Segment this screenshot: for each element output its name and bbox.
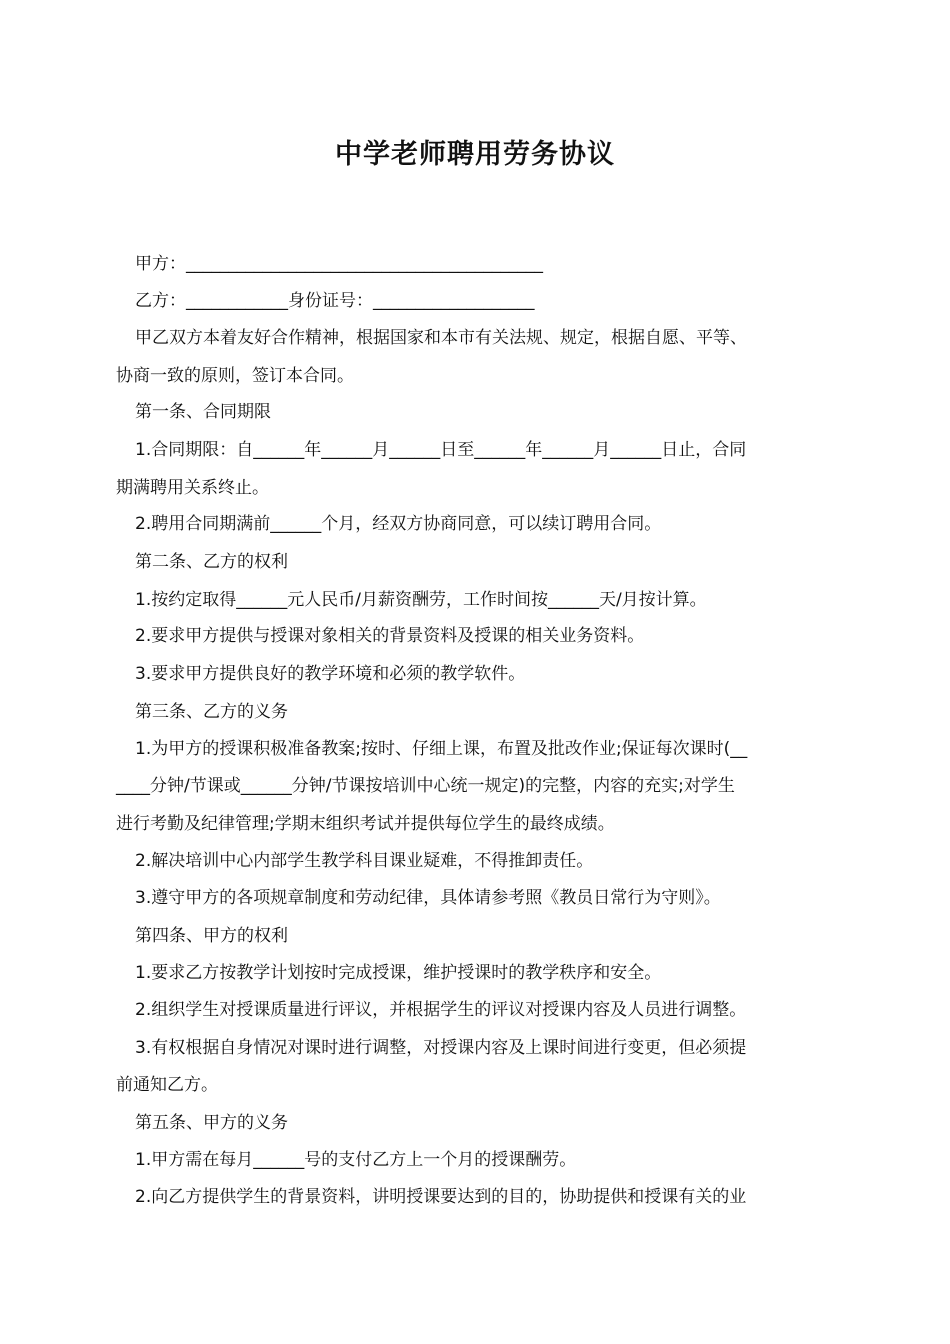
article-3-item-1-line-3: 进行考勤及纪律管理;学期末组织考试并提供每位学生的最终成绩。 bbox=[116, 814, 615, 834]
article-4-item-3-line-2: 前通知乙方。 bbox=[116, 1075, 218, 1095]
article-3-heading: 第三条、乙方的义务 bbox=[135, 702, 288, 722]
article-3-item-1-line-1: 1.为甲方的授课积极准备教案;按时、仔细上课，布置及批改作业;保证每次课时(__ bbox=[135, 739, 748, 759]
article-3-item-2: 2.解决培训中心内部学生教学科目课业疑难，不得推卸责任。 bbox=[135, 851, 594, 871]
article-5-item-2-line-1: 2.向乙方提供学生的背景资料，讲明授课要达到的目的，协助提供和授课有关的业 bbox=[135, 1187, 747, 1207]
article-5-item-1: 1.甲方需在每月______号的支付乙方上一个月的授课酬劳。 bbox=[135, 1150, 577, 1170]
party-b-line: 乙方：____________身份证号：___________________ bbox=[135, 291, 535, 311]
article-4-item-3-line-1: 3.有权根据自身情况对课时进行调整，对授课内容及上课时间进行变更，但必须提 bbox=[135, 1038, 747, 1058]
party-a-line: 甲方：__________________________________________ bbox=[135, 254, 543, 274]
article-5-heading: 第五条、甲方的义务 bbox=[135, 1113, 288, 1133]
article-1-heading: 第一条、合同期限 bbox=[135, 402, 271, 422]
article-3-item-1-line-2: ____分钟/节课或______分钟/节课按培训中心统一规定)的完整，内容的充实;对学生 bbox=[116, 776, 735, 796]
article-1-item-1-line-2: 期满聘用关系终止。 bbox=[116, 478, 269, 498]
article-4-item-2: 2.组织学生对授课质量进行评议，并根据学生的评议对授课内容及人员进行调整。 bbox=[135, 1000, 747, 1020]
article-1-item-2: 2.聘用合同期满前______个月，经双方协商同意，可以续订聘用合同。 bbox=[135, 514, 662, 534]
article-2-item-1: 1.按约定取得______元人民币/月薪资酬劳，工作时间按______天/月按计算。 bbox=[135, 590, 707, 610]
article-2-item-2: 2.要求甲方提供与授课对象相关的背景资料及授课的相关业务资料。 bbox=[135, 626, 645, 646]
article-1-item-1-line-1: 1.合同期限：自______年______月______日至______年______月______日止，合同 bbox=[135, 440, 747, 460]
article-4-item-1: 1.要求乙方按教学计划按时完成授课，维护授课时的教学秩序和安全。 bbox=[135, 963, 662, 983]
article-3-item-3: 3.遵守甲方的各项规章制度和劳动纪律，具体请参考照《教员日常行为守则》。 bbox=[135, 888, 721, 908]
preamble-line-2: 协商一致的原则，签订本合同。 bbox=[116, 366, 354, 386]
article-2-item-3: 3.要求甲方提供良好的教学环境和必须的教学软件。 bbox=[135, 664, 526, 684]
article-4-heading: 第四条、甲方的权利 bbox=[135, 926, 288, 946]
article-2-heading: 第二条、乙方的权利 bbox=[135, 552, 288, 572]
preamble-line-1: 甲乙双方本着友好合作精神，根据国家和本市有关法规、规定，根据自愿、平等、 bbox=[135, 328, 747, 348]
document-title: 中学老师聘用劳务协议 bbox=[335, 139, 615, 170]
